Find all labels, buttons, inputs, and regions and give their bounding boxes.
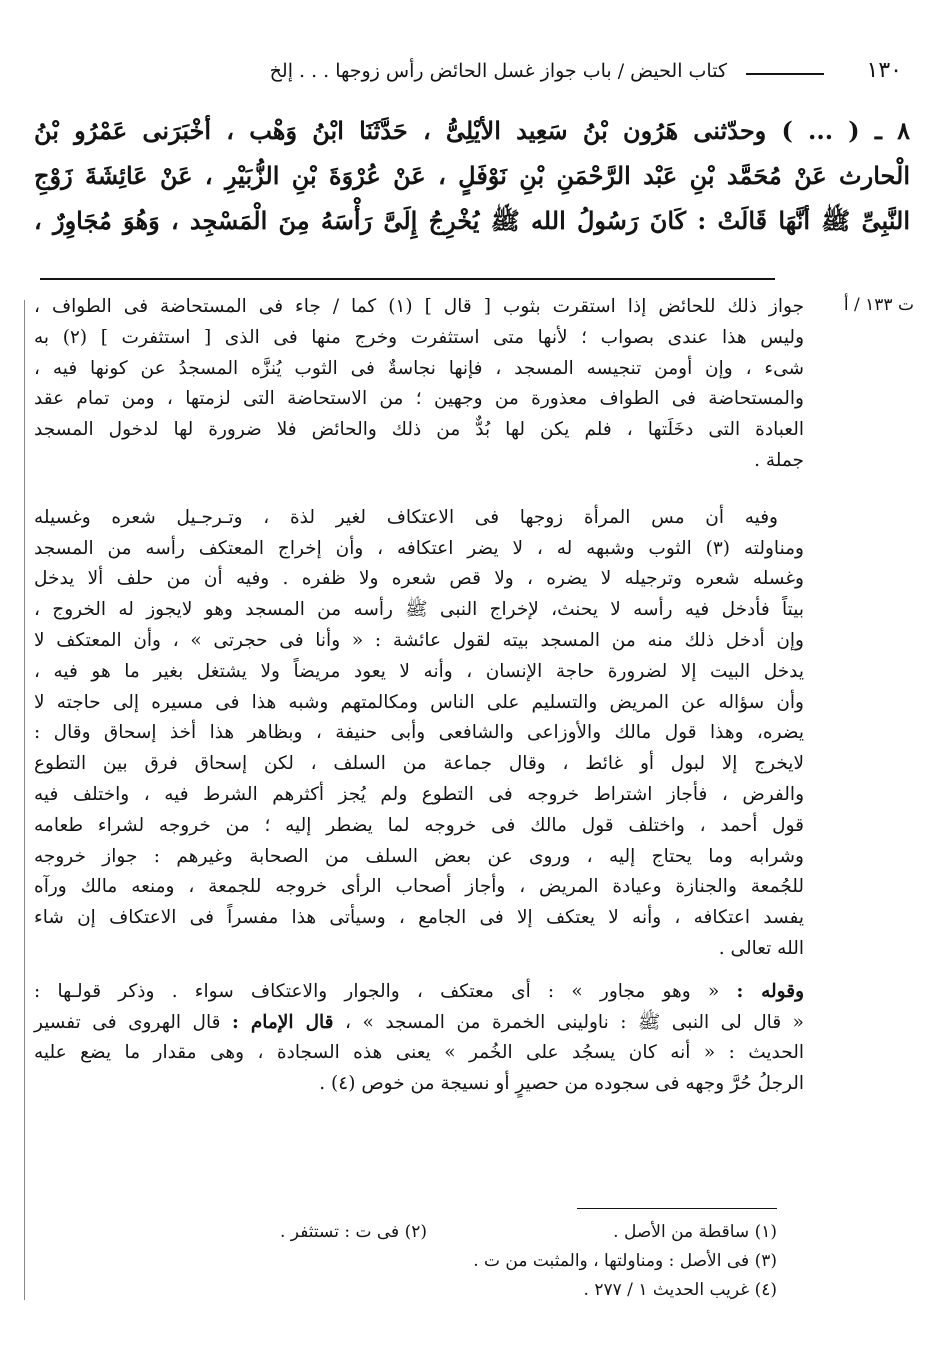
commentary-line: جواز ذلك للحائض إذا استقرت بثوب [ قال ] (١) كما / جاء فى المستحاضة فى الطواف ، — [34, 296, 804, 317]
commentary-line: وليس هذا عندى بصواب ؛ لأنها متى استثفرت وخرج منها فى الذى [ استثفرت ] (٢) به — [34, 326, 804, 348]
commentary-line: وأن سؤاله عن المريض والتسليم على الناس ومكالمتهم وشبه هذا فى مسيره إلى حاجته لا — [34, 691, 804, 713]
hadith-line: الْحارث عَنْ مُحَمَّد بْنِ عَبْد الرَّحْمَنِ بْنِ نَوْفَلٍ ، عَنْ عُرْوَةَ بْنِ الزُّبَيْرِ ، عَنْ عَائِشَةَ زَوْجِ — [34, 161, 910, 190]
footnote: (٤) غريب الحديث ١ / ٢٧٧ . — [583, 1280, 777, 1300]
quote-text: قال الهروى فى تفسير — [34, 1011, 232, 1033]
commentary-line: بيتاً فأدخل فيه رأسه لا يحنث، لإخراج النبى ﷺ رأسه من المسجد وهو لايجوز له الخروج ، — [34, 599, 804, 621]
hadith-text — [34, 108, 910, 243]
commentary-line: ومناولته (٣) الثوب وشبهه له ، لا يضر اعتكافه ، وأن إخراج المعتكف رأسه من المسجد — [34, 537, 804, 559]
commentary-line: الرجلُ حُرَّ وجهه فى سجوده من حصيرٍ أو نسيجة من خوص (٤) . — [319, 1073, 804, 1095]
page-header — [30, 58, 902, 88]
commentary-line: العبادة التى دخَلَتها ، فلم يكن لها بُدٌّ من ذلك والحائض فلا ضرورة لها لدخول المسجد — [34, 419, 804, 441]
margin-bar — [24, 300, 25, 1300]
commentary-line: يفسد اعتكافه ، وأنه لا يعتكف إلا فى الجامع ، وسيأتى هذا مفسراً فى الاعتكاف إن شاء — [34, 907, 804, 929]
paragraph-gap — [34, 477, 804, 503]
commentary-line: والفرض ، فأجاز اشتراط خروجه فى التطوع ولم يُجز أكثرهم الشرط فيه ، واختلف فيه — [34, 783, 804, 805]
commentary-line: وإن أدخل ذلك منه من المسجد بيته لقول عائشة : « وأنا فى حجرتى » ، وأن المعتكف لا — [34, 629, 804, 651]
imam-label: قال الإمام : — [231, 1011, 334, 1033]
commentary-line — [34, 1008, 804, 1039]
footnote-row — [157, 1276, 777, 1305]
footnote: (١) ساقطة من الأصل . — [613, 1222, 777, 1242]
hadith-line: ٨ ـ ( ... ) وحدّثنى هَرُون بْنُ سَعِيد الأيْلِىُّ ، حَدَّثَنَا ابْنُ وَهْب ، أخْبَرَنى عَمْرُو بْنُ — [34, 116, 910, 145]
commentary-line: يضره، وهذا قول مالك والأوزاعى والشافعى وأبى حنيفة ، وبظاهر هذا أخذ إسحاق وقال : — [34, 722, 804, 744]
commentary-line: جملة . — [754, 449, 804, 471]
commentary-line: قول أحمد ، واختلف قول مالك فى خروجه لما يضطر إليه ؛ من خروجه لشراء طعامه — [34, 814, 804, 836]
header-rule — [746, 73, 824, 75]
manuscript-margin-note: ت ١٣٣ / أ — [843, 295, 914, 315]
lemma-label: وقوله : — [736, 980, 804, 1002]
commentary-line: لايخرج إلا لبول أو غائط ، وقال جماعة من السلف ، لكن إسحاق فرق بين التطوع — [34, 753, 804, 775]
running-title: كتاب الحيض / باب جواز غسل الحائض رأس زوجها . . . إلخ — [269, 60, 727, 82]
footnote-separator — [577, 1208, 777, 1209]
lemma-text: « وهو مجاور » : أى معتكف ، والجوار والاعتكاف سواء . وذكر قولـها : — [34, 980, 737, 1002]
footnote-row — [157, 1218, 777, 1247]
commentary-separator — [40, 278, 775, 280]
footnote: (٢) فى ت : تستثفر . — [280, 1222, 427, 1242]
footnote-row — [157, 1247, 777, 1276]
commentary-line: الله تعالى . — [718, 937, 804, 959]
commentary-line: الحديث : « أنه كان يسجُد على الخُمر » يعنى هذه السجادة ، وهى مقدار ما يضع عليه — [34, 1042, 804, 1064]
quote-text: « قال لى النبى ﷺ : ناولينى الخمرة من المسجد » ، — [333, 1011, 804, 1033]
commentary-line: للجُمعة والجنازة وعيادة المريض ، وأجاز أصحاب الرأى خروجه للجمعة ، ومنعه مالك ورآه — [34, 876, 804, 898]
footnote: (٣) فى الأصل : ومناولتها ، والمثبت من ت . — [473, 1251, 777, 1271]
commentary-line: وشرابه وما يحتاج إليه ، وروى عن بعض السلف من الصحابة وغيرهم : جواز خروجه — [34, 845, 804, 867]
page-number: ١٣٠ — [866, 58, 902, 83]
commentary-text — [34, 292, 804, 1100]
commentary-line — [34, 977, 804, 1008]
commentary-line: شىء ، وإن أومن تنجيسه المسجد ، فإنها نجاسةٌ فى الثوب يُنزَّه المسجدُ عن كونها فيه ، — [34, 357, 804, 379]
paragraph-gap — [34, 965, 804, 977]
hadith-line: النَّبِىِّ ﷺ أنَّهَا قَالَتْ : كَانَ رَسُولُ الله ﷺ يُخْرِجُ إِلَىَّ رَأْسَهُ مِنَ الْمَسْجِد ، وَهُوَ مُجَاوِرٌ ، — [34, 206, 910, 235]
commentary-line: والمستحاضة فى الطواف معذورة من وجهين ؛ من الاستحاضة التى لزمتها ، ومن تمام عقد — [34, 388, 804, 410]
commentary-line: وفيه أن مس المرأة زوجها فى الاعتكاف لغير لذة ، وتـرجـيل شعره وغسيله — [34, 506, 778, 528]
commentary-line: يدخل البيت إلا لضرورة حاجة الإنسان ، وأنه لا يعود مريضاً ولا يشتغل بغير ما هو فيه ، — [34, 660, 804, 682]
footnotes — [157, 1218, 777, 1305]
commentary-line: وغسله شعره وترجيله لا يضره ، ولا قص شعره ولا ظفره . وفيه أن من حلف ألا يدخل — [34, 568, 804, 590]
